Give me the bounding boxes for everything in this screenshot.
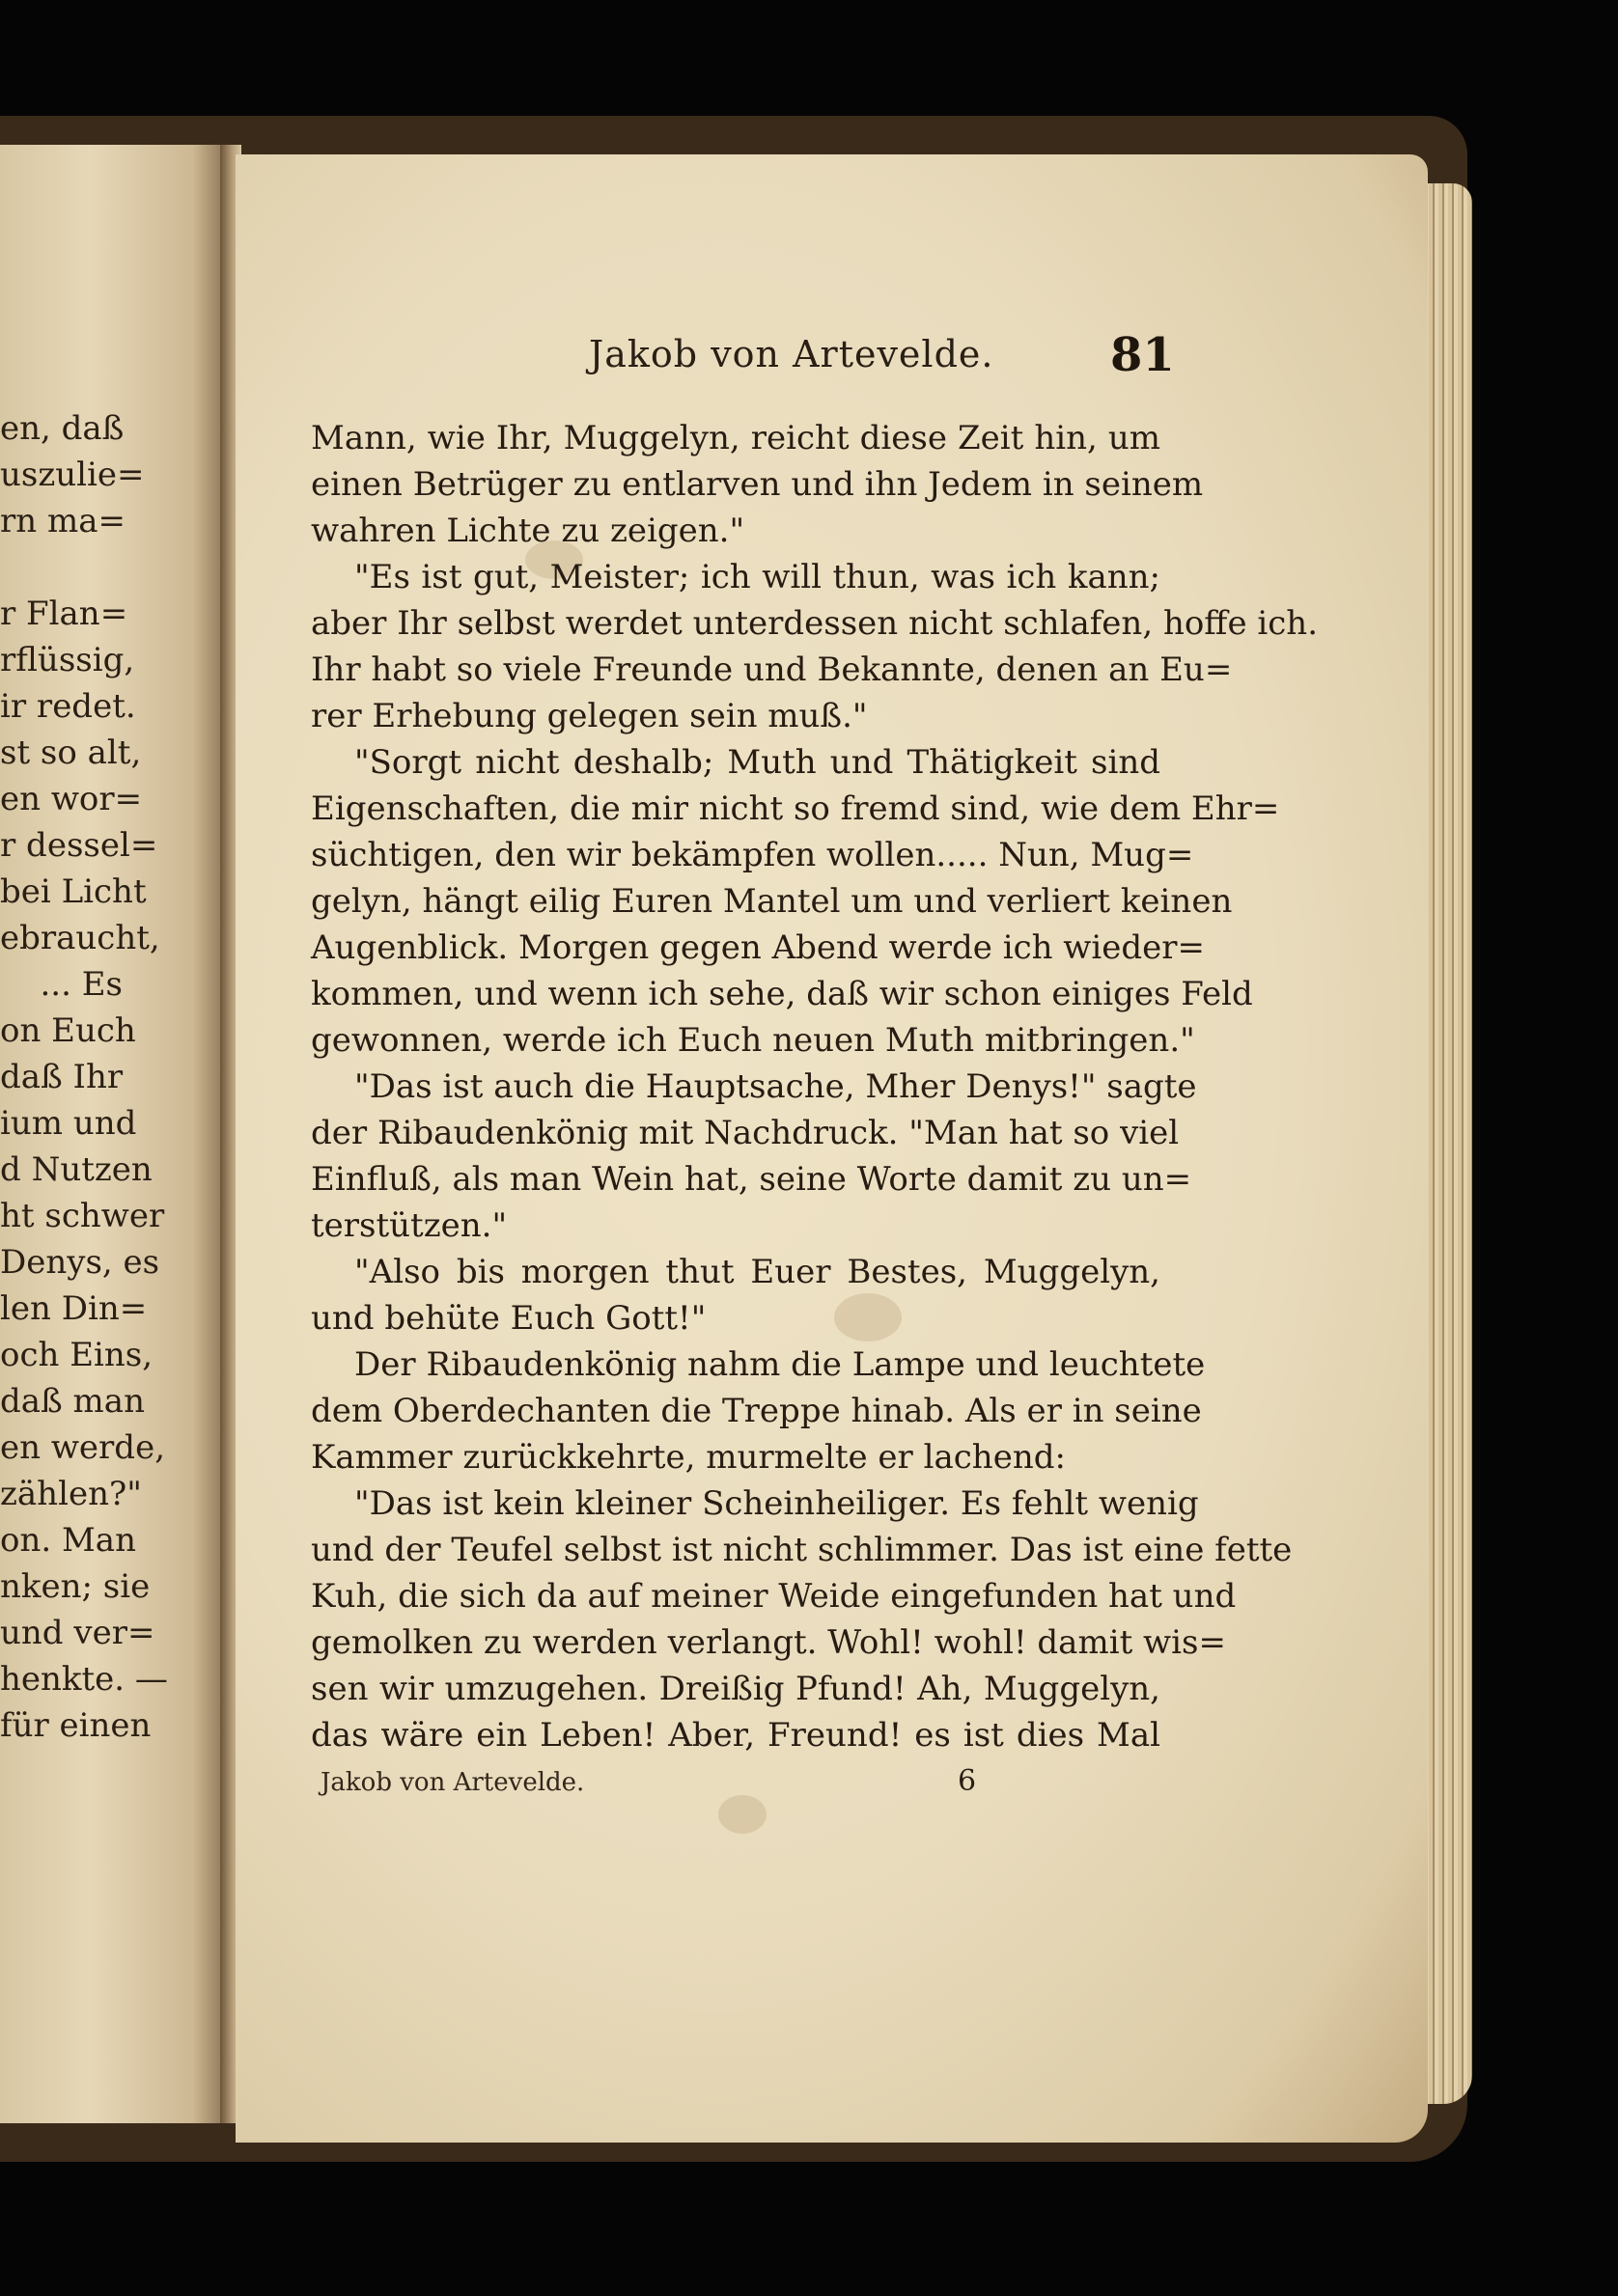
text-line: gelyn, hängt eilig Euren Mantel um und verliert keinen [311, 882, 1233, 921]
left-page-line: Denys, es [0, 1243, 160, 1282]
left-page-line: len Din= [0, 1289, 148, 1328]
text-line: "Sorgt nicht deshalb; Muth und Thätigkeit sind [354, 743, 1160, 782]
text-line: gewonnen, werde ich Euch neuen Muth mitbringen." [311, 1021, 1195, 1060]
left-page-line: ht schwer [0, 1197, 165, 1235]
text-line: einen Betrüger zu entlarven und ihn Jedem in seinem [311, 465, 1204, 504]
left-page-line [0, 544, 227, 591]
signature-number: 6 [958, 1764, 977, 1798]
text-line: "Das ist auch die Hauptsache, Mher Denys!" sagte [354, 1067, 1197, 1106]
left-page [0, 145, 227, 2123]
signature-title: Jakob von Artevelde. [321, 1768, 585, 1797]
left-page-line: ebraucht, [0, 919, 160, 957]
left-page-line: daß man [0, 1382, 145, 1421]
left-page-line: rn ma= [0, 502, 126, 540]
left-page-line: rflüssig, [0, 641, 135, 679]
left-page-line: henkte. — [0, 1660, 168, 1699]
text-line: der Ribaudenkönig mit Nachdruck. "Man hat so viel [311, 1114, 1180, 1152]
signature-line [321, 1764, 996, 1807]
running-title: Jakob von Artevelde. [589, 333, 994, 375]
left-page-line: bei Licht [0, 872, 147, 911]
left-page-line: und ver= [0, 1614, 155, 1652]
left-page-line: en, daß [0, 409, 125, 448]
left-page-line: r dessel= [0, 826, 158, 865]
left-page-line: für einen [0, 1706, 152, 1745]
text-line: Einfluß, als man Wein hat, seine Worte damit zu un= [311, 1160, 1192, 1199]
text-line: Ihr habt so viele Freunde und Bekannte, denen an Eu= [311, 650, 1233, 689]
text-line: "Also bis morgen thut Euer Bestes, Muggelyn, [354, 1253, 1160, 1291]
text-line: das wäre ein Leben! Aber, Freund! es ist dies Mal [311, 1716, 1160, 1755]
left-page-text [0, 405, 227, 1749]
left-page-line: st so alt, [0, 733, 142, 772]
page-number: 81 [1110, 328, 1175, 382]
text-line: sen wir umzugehen. Dreißig Pfund! Ah, Muggelyn, [311, 1670, 1160, 1708]
left-page-line: zählen?" [0, 1475, 142, 1513]
text-line: kommen, und wenn ich sehe, daß wir schon einiges Feld [311, 975, 1253, 1013]
left-page-line: uszulie= [0, 456, 145, 494]
left-page-line: on. Man [0, 1521, 136, 1560]
text-line: terstützen." [311, 1206, 508, 1245]
left-page-line: on Euch [0, 1011, 136, 1050]
left-page-line: d Nutzen [0, 1150, 153, 1189]
text-line: "Es ist gut, Meister; ich will thun, was ich kann; [354, 558, 1160, 596]
left-page-line: daß Ihr [0, 1058, 124, 1096]
left-page-line: ir redet. [0, 687, 136, 726]
text-line: Der Ribaudenkönig nahm die Lampe und leuchtete [354, 1345, 1206, 1384]
left-page-line: nken; sie [0, 1567, 151, 1606]
text-line: rer Erhebung gelegen sein muß." [311, 697, 868, 735]
text-line: Kammer zurückkehrte, murmelte er lachend: [311, 1438, 1066, 1477]
text-line: Eigenschaften, die mir nicht so fremd sind, wie dem Ehr= [311, 789, 1280, 828]
left-page-line: r Flan= [0, 595, 128, 633]
text-line: und der Teufel selbst ist nicht schlimmer. Das ist eine fette [311, 1531, 1293, 1569]
left-page-line: ... Es [40, 965, 123, 1004]
text-line: wahren Lichte zu zeigen." [311, 512, 745, 550]
body-text [311, 415, 1319, 1758]
text-line: aber Ihr selbst werdet unterdessen nicht schlafen, hoffe ich. [311, 604, 1319, 643]
left-page-line: en wor= [0, 780, 143, 818]
left-page-line: och Eins, [0, 1336, 153, 1374]
text-line: "Das ist kein kleiner Scheinheiliger. Es fehlt wenig [354, 1484, 1199, 1523]
text-line: süchtigen, den wir bekämpfen wollen..... Nun, Mug= [311, 836, 1194, 874]
text-line: Mann, wie Ihr, Muggelyn, reicht diese Zeit hin, um [311, 419, 1160, 457]
text-line: dem Oberdechanten die Treppe hinab. Als er in seine [311, 1392, 1202, 1430]
text-line: Kuh, die sich da auf meiner Weide eingefunden hat und [311, 1577, 1237, 1616]
text-line: Augenblick. Morgen gegen Abend werde ich wieder= [311, 928, 1206, 967]
text-line: und behüte Euch Gott!" [311, 1299, 707, 1338]
left-page-line: en werde, [0, 1428, 165, 1467]
text-line: gemolken zu werden verlangt. Wohl! wohl! damit wis= [311, 1623, 1226, 1662]
left-page-line: ium und [0, 1104, 137, 1143]
